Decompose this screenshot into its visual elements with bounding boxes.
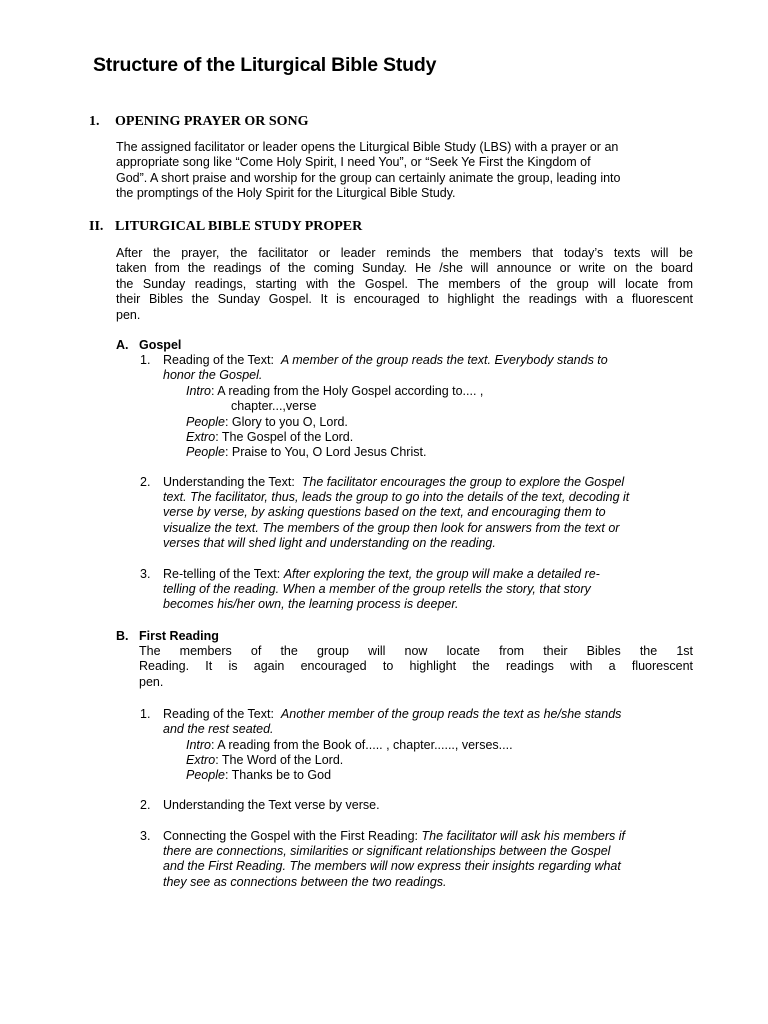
section-1-paragraph: [116, 140, 693, 202]
paragraph-line: verses that will shed light and understanding on the reading.: [163, 536, 496, 551]
section-2-paragraph: [116, 246, 693, 323]
item-italic-continued: and the rest seated.: [163, 722, 274, 736]
paragraph-line: After the prayer, the facilitator or leader reminds the members that today’s texts will be: [116, 246, 693, 260]
item-number: 2.: [140, 798, 151, 812]
paragraph-line: appropriate song like “Come Holy Spirit, I need You”, or “Seek Ye First the Kingdom of: [116, 155, 591, 170]
response-extro: [186, 430, 353, 445]
paragraph-line: visualize the text. The members of the group then look for answers from the text or: [163, 520, 620, 535]
item-lead: Re-telling of the Text:: [163, 567, 281, 581]
item-italic-continued: honor the Gospel.: [163, 368, 263, 382]
item-number: 3.: [140, 829, 151, 843]
item-italic: Another member of the group reads the text as he/she stands: [280, 707, 622, 721]
item-text: Understanding the Text verse by verse.: [163, 798, 380, 812]
item-lead: Understanding the Text:: [163, 475, 295, 489]
response-label: People: [186, 415, 225, 429]
paragraph-line: pen.: [139, 674, 164, 689]
response-text: : The Word of the Lord.: [215, 753, 344, 767]
response-people: [186, 415, 348, 430]
paragraph-line: the Sunday readings, starting with the Gospel. The members of the group will locate from: [116, 276, 693, 291]
section-1-number: 1.: [89, 114, 100, 129]
response-people: [186, 768, 331, 783]
paragraph-line: taken from the readings of the coming Sunday. He /she will announce or write on the board: [116, 261, 693, 276]
item-text: [163, 707, 621, 722]
response-text: : A reading from the Holy Gospel according to.... ,: [211, 384, 484, 398]
response-label: People: [186, 768, 225, 782]
response-label: Intro: [186, 738, 212, 752]
response-label: Intro: [186, 384, 212, 398]
subsection-b-letter: B.: [116, 629, 129, 643]
subsection-a-label: Gospel: [139, 338, 182, 352]
paragraph-line: telling of the reading. When a member of the group retells the story, that story: [163, 582, 591, 596]
item-text: [163, 567, 600, 582]
item-number: 3.: [140, 567, 151, 581]
response-text: : Praise to You, O Lord Jesus Christ.: [224, 445, 427, 459]
section-1-heading: OPENING PRAYER OR SONG: [115, 114, 309, 129]
item-text: [163, 475, 624, 490]
page-title: Structure of the Liturgical Bible Study: [93, 54, 437, 76]
paragraph-line: Reading. It is again encouraged to highlight the readings with a fluorescent: [139, 659, 693, 674]
item-lead: Reading of the Text:: [163, 707, 274, 721]
response-text: : A reading from the Book of..... , chapter......, verses....: [211, 738, 513, 752]
subsection-b-label: First Reading: [139, 629, 219, 643]
paragraph-line: pen.: [116, 307, 141, 322]
item-number: 2.: [140, 475, 151, 489]
response-intro: [186, 384, 483, 399]
response-label: Extro: [186, 753, 216, 767]
paragraph-line: the promptings of the Holy Spirit for the Liturgical Bible Study.: [116, 186, 456, 201]
paragraph-line: becomes his/her own, the learning process is deeper.: [163, 597, 459, 612]
item-italic: The facilitator will ask his members if: [421, 829, 626, 843]
response-intro: [186, 738, 513, 753]
response-intro-continued: chapter...,verse: [231, 399, 317, 413]
item-italic: After exploring the text, the group will make a detailed re-: [283, 567, 600, 581]
first-reading-paragraph: [139, 644, 693, 690]
item-text: [163, 829, 625, 844]
paragraph-line: text. The facilitator, thus, leads the group to go into the details of the text, decoding it: [163, 490, 630, 504]
item-italic: A member of the group reads the text. Everybody stands to: [280, 353, 608, 367]
section-2-heading: LITURGICAL BIBLE STUDY PROPER: [115, 219, 363, 234]
paragraph-line: they see as connections between the two readings.: [163, 874, 447, 889]
paragraph-line: verse by verse, by asking questions based on the text, and encouraging them to: [163, 505, 606, 520]
paragraph-line: God”. A short praise and worship for the group can certainly animate the group, leading into: [116, 170, 621, 185]
item-italic-block: [163, 844, 621, 890]
item-lead: Reading of the Text:: [163, 353, 274, 367]
item-italic: The facilitator encourages the group to explore the Gospel: [301, 475, 625, 489]
item-lead: Connecting the Gospel with the First Reading:: [163, 829, 418, 843]
response-text: : Thanks be to God: [224, 768, 332, 782]
paragraph-line: their Bibles the Sunday Gospel. It is encouraged to highlight the readings with a fluorescent: [116, 292, 693, 307]
item-number: 1.: [140, 707, 151, 721]
response-label: Extro: [186, 430, 216, 444]
item-italic-block: [163, 582, 591, 613]
response-extro: [186, 753, 343, 768]
paragraph-line: The members of the group will now locate from their Bibles the 1st: [139, 644, 693, 658]
paragraph-line: The assigned facilitator or leader opens the Liturgical Bible Study (LBS) with a prayer or an: [116, 140, 619, 154]
response-text: : Glory to you O, Lord.: [224, 415, 348, 429]
paragraph-line: and the First Reading. The members will now express their insights regarding what: [163, 859, 621, 874]
response-people: [186, 445, 426, 460]
item-number: 1.: [140, 353, 151, 367]
item-text: [163, 353, 608, 368]
response-label: People: [186, 445, 225, 459]
response-text: : The Gospel of the Lord.: [215, 430, 354, 444]
item-italic-block: [163, 490, 629, 552]
subsection-a-letter: A.: [116, 338, 129, 352]
paragraph-line: there are connections, similarities or significant relationships between the Gospel: [163, 844, 611, 858]
section-2-number: II.: [89, 219, 104, 234]
